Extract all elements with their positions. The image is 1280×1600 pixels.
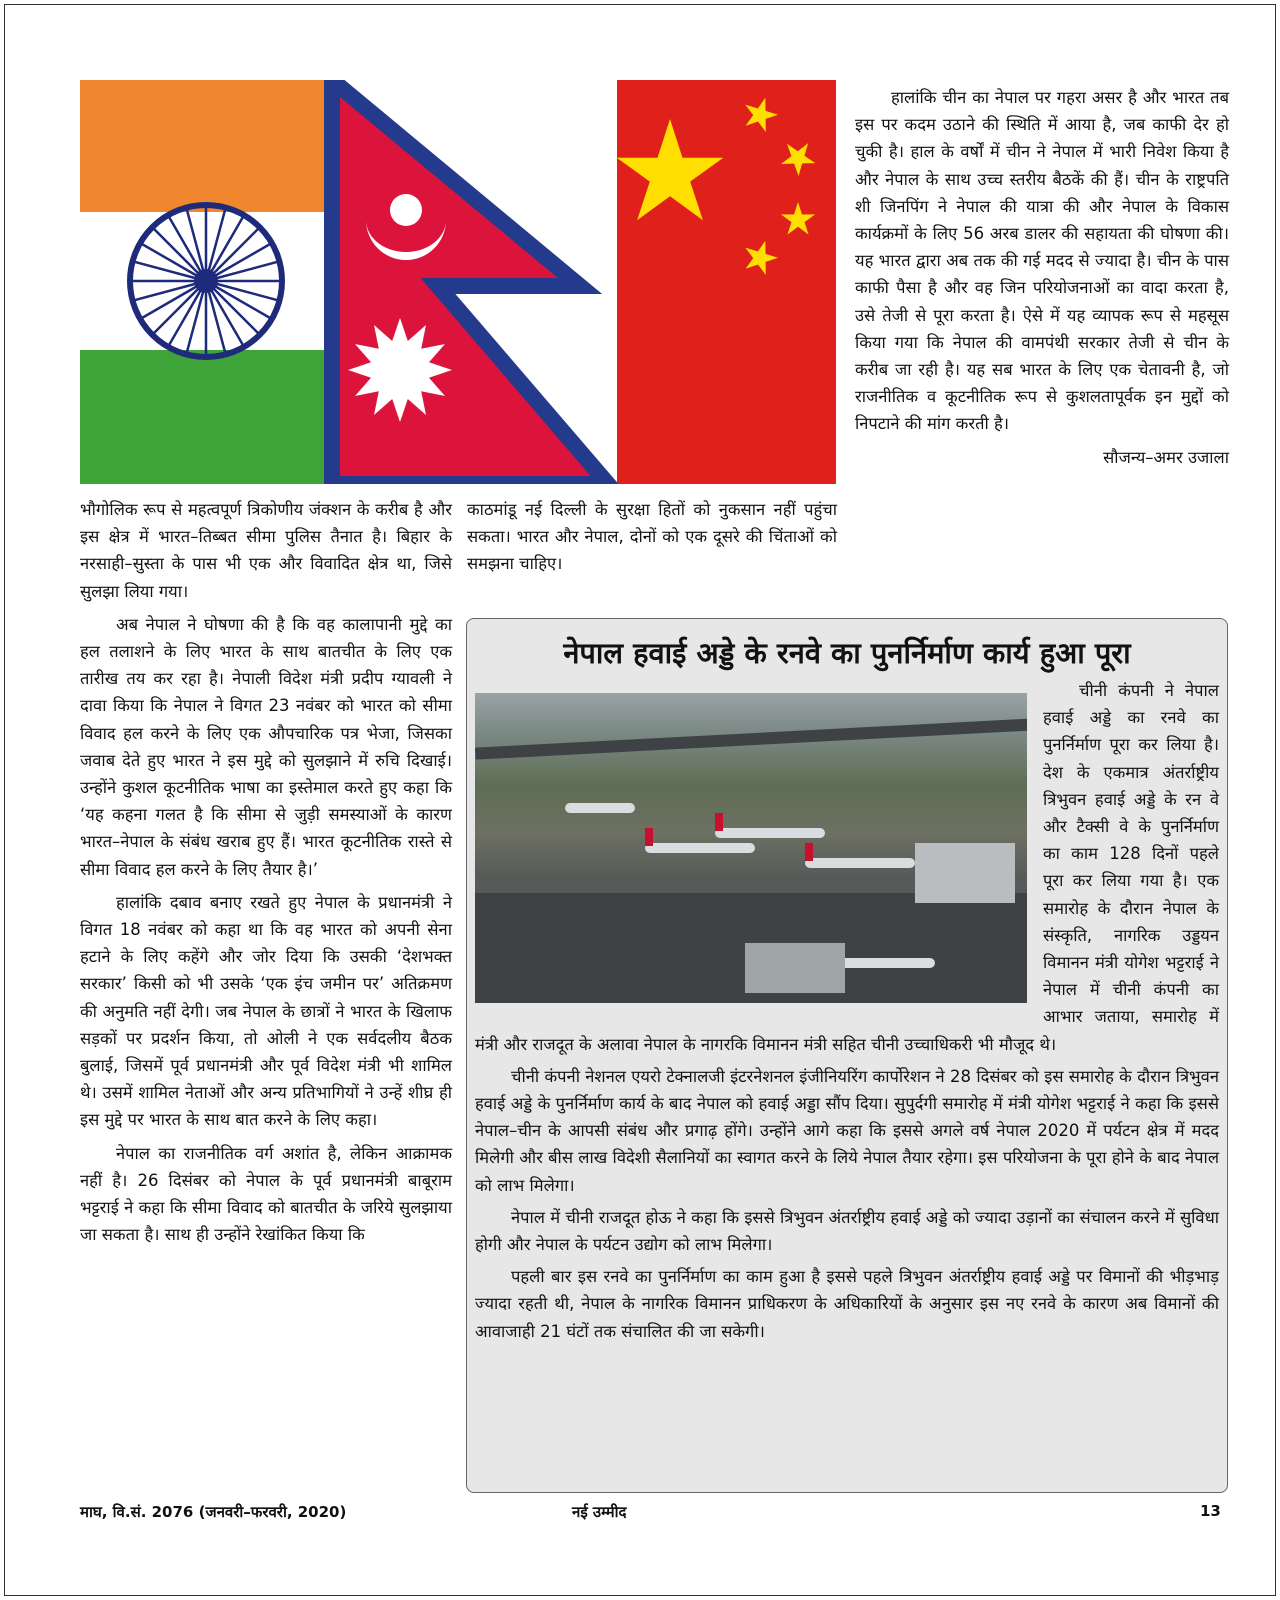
left-column: [80, 496, 452, 1254]
source-credit: सौजन्य–अमर उजाला: [1103, 447, 1229, 467]
paragraph: चीनी कंपनी नेशनल एयरो टेक्नालजी इंटरनेशनल इंजीनियरिंग कार्पोरेशन ने 28 दिसंबर को इस समारोह के दौरान त्रिभुवन हवाई अड्डे के पुनर्निर्माण कार्य के बाद नेपाल को हवाई अड्डा सौंप दिया। सुपुर्दगी समारोह में मंत्री योगेश भट्टराई ने कहा कि इससे नेपाल–चीन के आपसी संबंध और प्रगाढ़ होंगे। उन्होंने आगे कहा कि इससे अगले वर्ष नेपाल 2020 में पर्यटन क्षेत्र में मदद मिलेगी और बीस लाख विदेशी सैलानियों का स्वागत करने के लिये नेपाल तैयार रहेगा। इस परियोजना के पूरा होने के बाद नेपाल को लाभ मिलेगा।: [475, 1066, 1219, 1195]
paragraph: पहली बार इस रनवे का पुनर्निर्माण का काम हुआ है इससे पहले त्रिभुवन अंतर्राष्ट्रीय हवाई अड्डे पर विमानों की भीड़भाड़ ज्यादा रहती थी, नेपाल के नागरिक विमानन प्राधिकरण के अधिकारियों के अनुसार इस नए रनवे के कारण अब विमानों की आवाजाही 21 घंटों तक संचालित की जा सकेगी।: [475, 1267, 1219, 1341]
page-number: 13: [1200, 1502, 1221, 1520]
news-box: [466, 618, 1228, 1493]
paragraph: काठमांडू नई दिल्ली के सुरक्षा हितों को नुकसान नहीं पहुंचा सकता। भारत और नेपाल, दोनों को एक दूसरे की चिंताओं को समझना चाहिए।: [467, 500, 837, 574]
right-column: [855, 84, 1229, 477]
middle-column: [467, 496, 837, 584]
flags-illustration: [80, 80, 836, 484]
paragraph: चीनी कंपनी ने नेपाल हवाई अड्डे का रनवे का पुनर्निर्माण पूरा कर लिया है। देश के एकमात्र अंतर्राष्ट्रीय त्रिभुवन हवाई अड्डे के रन वे और टैक्सी वे के पुनर्निर्माण का काम 128 दिनों पहले पूरा कर लिया गया है। एक समारोह के दौरान नेपाल के संस्कृति, नागरिक उड्डयन विमानन मंत्री योगेश भट्टराई ने नेपाल में चीनी कंपनी का आभार जताया, समारोह में मंत्री और राजदूत के अलावा नेपाल के नागरकि विमानन मंत्री सहित चीनी उच्चाधिकरी भी मौजूद थे।: [475, 681, 1219, 1054]
footer-issue: माघ, वि.सं. 2076 (जनवरी–फरवरी, 2020): [80, 1503, 347, 1521]
paragraph: अब नेपाल ने घोषणा की है कि वह कालापानी मुद्दे का हल तलाशने के लिए भारत के साथ बातचीत के लिए एक तारीख तय कर रहा है। नेपाली विदेश मंत्री प्रदीप ग्यावली ने दावा किया कि नेपाल ने विगत 23 नवंबर को भारत को सीमा विवाद हल करने के लिए एक औपचारिक पत्र भेजा, जिसका जवाब देते हुए भारत ने इस मुद्दे को सुलझाने में रुचि दिखाई। उन्होंने कुशल कूटनीतिक भाषा का इस्तेमाल करते हुए कहा कि ‘यह कहना गलत है कि सीमा से जुड़ी समस्याओं के कारण भारत–नेपाल के संबंध खराब हुए हैं। भारत कूटनीतिक रास्ते से सीमा विवाद हल करने के लिए तैयार है।’: [80, 614, 452, 879]
india-flag: [80, 80, 332, 484]
paragraph: नेपाल में चीनी राजदूत होऊ ने कहा कि इससे त्रिभुवन अंतर्राष्ट्रीय हवाई अड्डे को ज्यादा उड़ानों का संचालन करने में सुविधा होगी और नेपाल के पर्यटन उद्योग को लाभ मिलेगा।: [475, 1207, 1219, 1255]
paragraph: हालांकि चीन का नेपाल पर गहरा असर है और भारत तब इस पर कदम उठाने की स्थिति में आया है, जब काफी देर हो चुकी है। हाल के वर्षों में चीन ने नेपाल में भारी निवेश किया है और नेपाल के साथ उच्च स्तरीय बैठकें की हैं। चीन के राष्ट्रपति शी जिनपिंग ने नेपाल की यात्रा की और नेपाल के विकास कार्यक्रमों के लिए 56 अरब डालर की सहायता की घोषणा की। यह भारत द्वारा अब तक की गई मदद से ज्यादा है। चीन के पास काफी पैसा है और वह जिन परियोजनाओं का वादा करता है, उसे तेजी से पूरा करता है। ऐसे में यह व्यापक रूप से महसूस किया गया कि नेपाल की वामपंथी सरकार तेजी से चीन के करीब जा रही है। यह सब भारत के लिए एक चेतावनी है, जो राजनीतिक व कूटनीतिक रूप से कुशलतापूर्वक इन मुद्दों को निपटाने की मांग करती है।: [855, 88, 1229, 434]
paragraph: भौगोलिक रूप से महत्वपूर्ण त्रिकोणीय जंक्शन के करीब है और इस क्षेत्र में भारत–तिब्बत सीमा पुलिस तैनात है। बिहार के नरसाही–सुस्ता के पास भी एक और विवादित क्षेत्र था, जिसे सुलझा लिया गया।: [80, 500, 452, 601]
nepal-flag: [332, 80, 608, 484]
airport-photo: [475, 693, 1027, 1003]
china-flag: [617, 80, 836, 484]
ashoka-chakra-icon: [130, 205, 282, 357]
footer-magazine: नई उम्मीद: [572, 1503, 627, 1521]
paragraph: नेपाल का राजनीतिक वर्ग अशांत है, लेकिन आक्रामक नहीं है। 26 दिसंबर को नेपाल के पूर्व प्रधानमंत्री बाबूराम भट्टराई ने कहा कि सीमा विवाद को बातचीत के जरिये सुलझाया जा सकता है। साथ ही उन्होंने रेखांकित किया कि: [80, 1143, 452, 1245]
box-title: नेपाल हवाई अड्डे के रनवे का पुनर्निर्माण कार्य हुआ पूरा: [563, 636, 1131, 670]
paragraph: हालांकि दबाव बनाए रखते हुए नेपाल के प्रधानमंत्री ने विगत 18 नवंबर को कहा था कि वह भारत को अपनी सेना हटाने के लिए कहेंगे और जोर दिया कि उसकी ‘देशभक्त सरकार’ किसी को भी उसके ‘एक इंच जमीन पर’ अतिक्रमण की अनुमति नहीं देगी। जब नेपाल के छात्रों ने भारत के खिलाफ सड़कों पर प्रदर्शन किया, तो ओली ने एक सर्वदलीय बैठक बुलाई, जिसमें पूर्व प्रधानमंत्री और पूर्व विदेश मंत्री भी शामिल थे। उसमें शामिल नेताओं और अन्य प्रतिभागियों ने उन्हें शीघ्र ही इस मुद्दे पर भारत के साथ बात करने के लिए कहा।: [80, 892, 452, 1130]
